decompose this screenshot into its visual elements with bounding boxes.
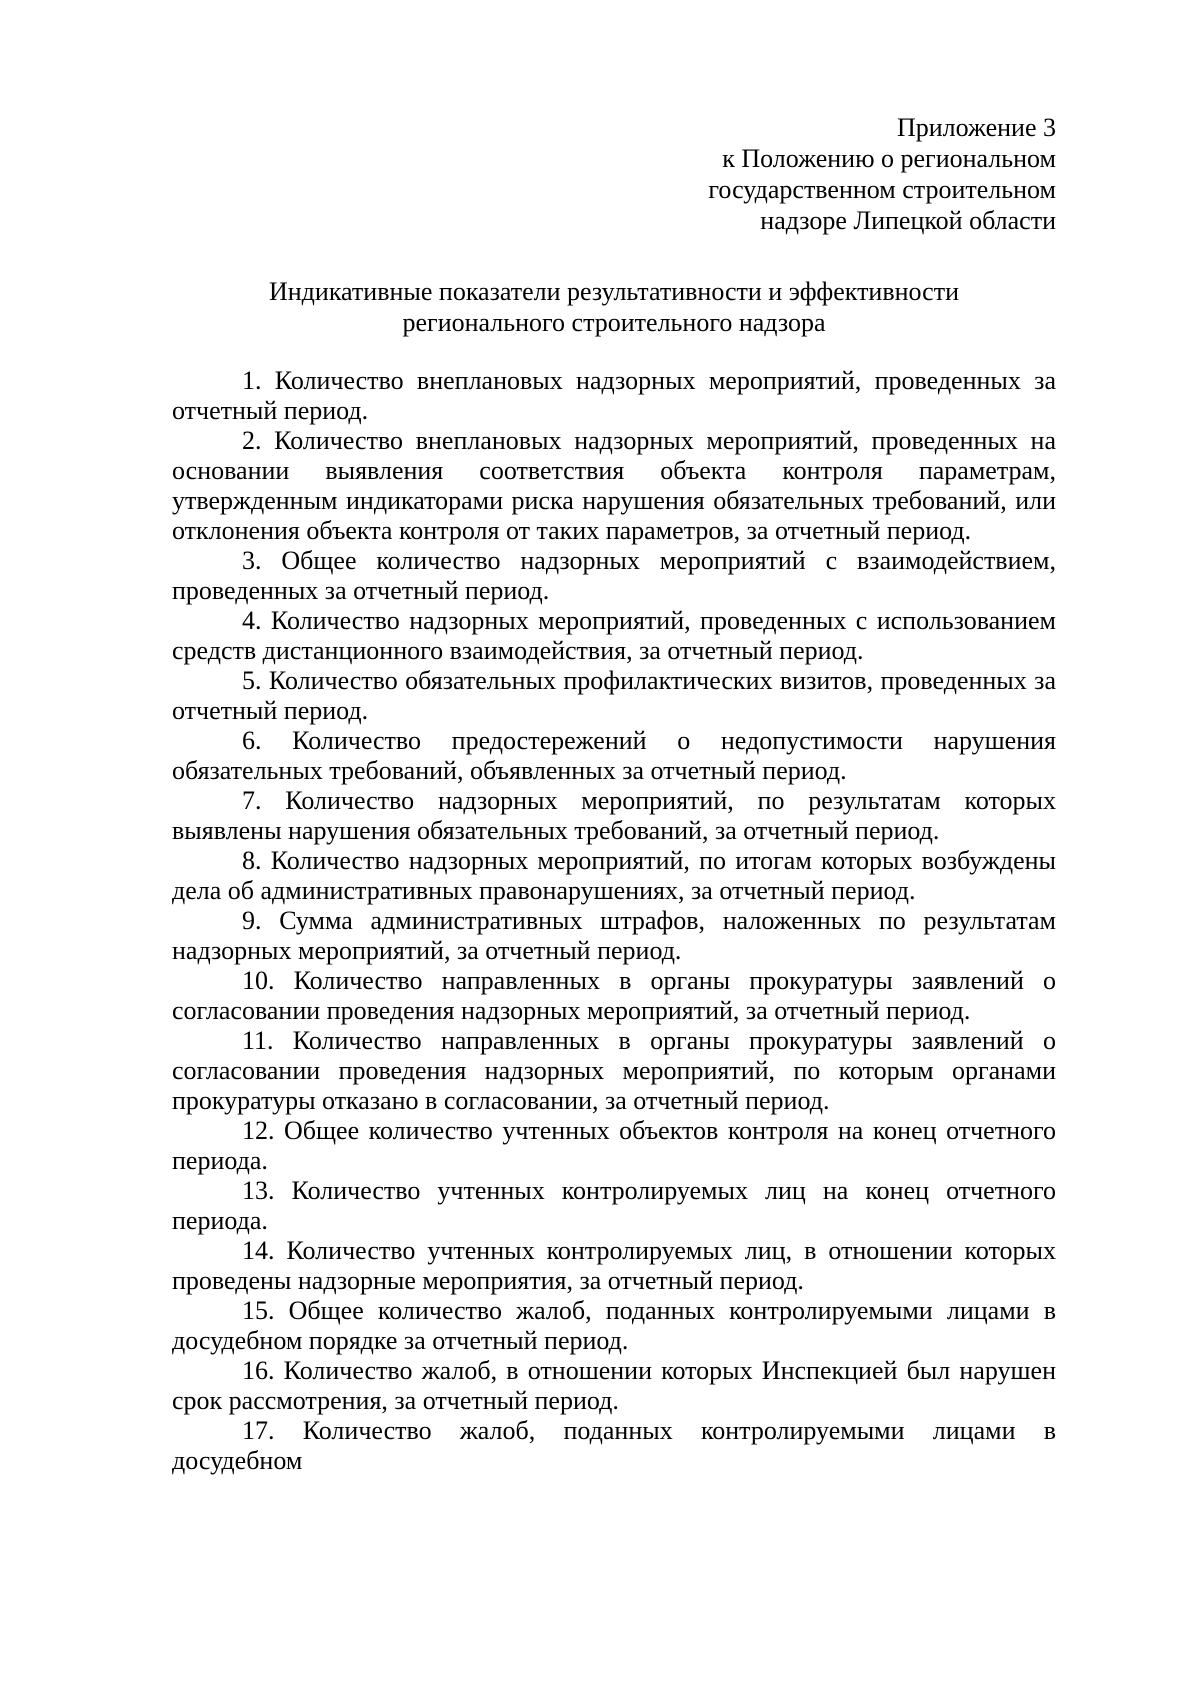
- list-item: 7. Количество надзорных мероприятий, по результатам которых выявлены нарушения обязательных требований, за отчетный период.: [172, 786, 1056, 845]
- title-line: регионального строительного надзора: [402, 308, 826, 337]
- list-item: 13. Количество учтенных контролируемых лиц на конец отчетного периода.: [172, 1176, 1056, 1235]
- appendix-number: Приложение 3: [896, 113, 1056, 142]
- list-item: 9. Сумма административных штрафов, наложенных по результатам надзорных мероприятий, за отчетный период.: [172, 906, 1056, 965]
- list-item: 3. Общее количество надзорных мероприятий с взаимодействием, проведенных за отчетный период.: [172, 546, 1056, 605]
- appendix-ref-line: государственном строительном: [708, 175, 1056, 204]
- list-item: 1. Количество внеплановых надзорных мероприятий, проведенных за отчетный период.: [172, 366, 1056, 425]
- list-item: 14. Количество учтенных контролируемых лиц, в отношении которых проведены надзорные мероприятия, за отчетный период.: [172, 1236, 1056, 1295]
- list-item: 12. Общее количество учтенных объектов контроля на конец отчетного периода.: [172, 1116, 1056, 1175]
- list-item: 16. Количество жалоб, в отношении которых Инспекцией был нарушен срок рассмотрения, за отчетный период.: [172, 1356, 1056, 1415]
- list-item: 8. Количество надзорных мероприятий, по итогам которых возбуждены дела об административных правонарушениях, за отчетный период.: [172, 846, 1056, 905]
- indicator-list: [172, 366, 1056, 1476]
- title-line: Индикативные показатели результативности и эффективности: [268, 277, 959, 306]
- list-item: 17. Количество жалоб, поданных контролируемыми лицами в досудебном: [172, 1416, 1056, 1475]
- list-item: 11. Количество направленных в органы прокуратуры заявлений о согласовании проведения надзорных мероприятий, по которым органами прокуратуры отказано в согласовании, за отчетный период.: [172, 1026, 1056, 1115]
- list-item: 6. Количество предостережений о недопустимости нарушения обязательных требований, объявленных за отчетный период.: [172, 726, 1056, 785]
- document-title: [172, 276, 1056, 338]
- appendix-ref-line: надзоре Липецкой области: [760, 206, 1056, 235]
- list-item: 15. Общее количество жалоб, поданных контролируемыми лицами в досудебном порядке за отчетный период.: [172, 1296, 1056, 1355]
- list-item: 2. Количество внеплановых надзорных мероприятий, проведенных на основании выявления соответствия объекта контроля параметрам, утвержденным индикаторами риска нарушения обязательных требований, или отклонения объекта контроля от таких параметров, за отчетный период.: [172, 426, 1056, 545]
- appendix-ref-line: к Положению о региональном: [722, 144, 1056, 173]
- appendix-header: [708, 112, 1056, 236]
- list-item: 10. Количество направленных в органы прокуратуры заявлений о согласовании проведения надзорных мероприятий, за отчетный период.: [172, 966, 1056, 1025]
- list-item: 5. Количество обязательных профилактических визитов, проведенных за отчетный период.: [172, 666, 1056, 725]
- list-item: 4. Количество надзорных мероприятий, проведенных с использованием средств дистанционного взаимодействия, за отчетный период.: [172, 606, 1056, 665]
